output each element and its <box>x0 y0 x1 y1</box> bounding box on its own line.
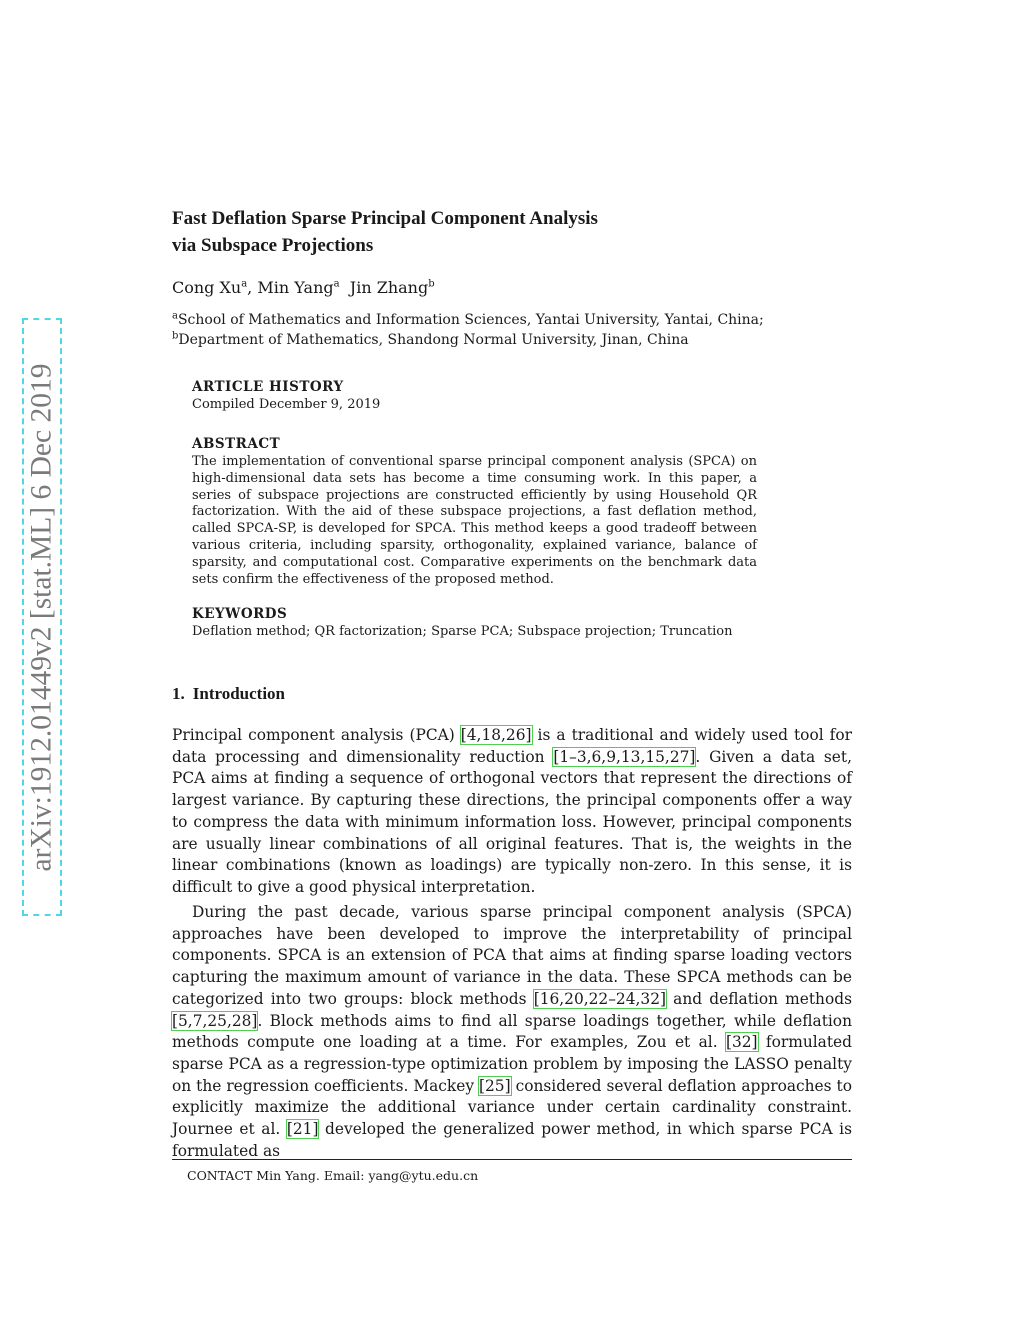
keywords-heading: KEYWORDS <box>192 606 288 622</box>
citation-link[interactable]: [1–3,6,9,13,15,27] <box>553 747 696 766</box>
title-line-2: via Subspace Projections <box>172 235 374 256</box>
abstract-text: The implementation of conventional sparse principal component analysis (SPCA) on high-dimensional data sets has become a time consuming work. In this paper, a series of subspace projections are constructed efficiently by using Household QR factorization. With the aid of these subspace projections, a fast deflation method, called SPCA-SP, is developed for SPCA. This method keeps a good tradeoff between various criteria, including sparsity, orthogonality, explained variance, balance of sparsity, and computational cost. Comparative experiments on the benchmark data sets confirm the effectiveness of the proposed method. <box>192 454 757 587</box>
article-history-heading: ARTICLE HISTORY <box>192 379 344 395</box>
affiliation-line: $^b$Department of Mathematics, Shandong Normal University, Jinan, China <box>172 330 689 348</box>
compiled-date: Compiled December 9, 2019 <box>192 397 381 412</box>
arxiv-identifier-stamp <box>22 318 62 916</box>
citation-link[interactable]: [5,7,25,28] <box>172 1011 258 1030</box>
author-affiliation-mark: b <box>428 278 435 290</box>
section-title-text: Introduction <box>192 684 286 703</box>
affiliation-line: $^a$School of Mathematics and Information Sciences, Yantai University, Yantai, China; <box>172 310 764 328</box>
author-name: Min Yang <box>257 278 334 297</box>
section-number: 1. <box>172 684 185 703</box>
keywords-text: Deflation method; QR factorization; Sparse PCA; Subspace projection; Truncation <box>192 624 733 639</box>
keywords <box>192 605 757 641</box>
paper-title <box>172 205 772 259</box>
author-name: Jin Zhang <box>349 278 429 297</box>
contact-footnote: CONTACT Min Yang. Email: yang@ytu.edu.cn <box>187 1168 479 1183</box>
intro-paragraph-1: Principal component analysis (PCA) [4,18,26] is a traditional and widely used tool for data processing and dimensionality reduction [1–3,6,9,13,15,27]. Given a data set, PCA aims at finding a sequence of orthogonal vectors that represent the directions of largest variance. By capturing these directions, the principal components offer a way to compress the data with minimum information loss. However, principal components are usually linear combinations of all original features. That is, the weights in the linear combinations (known as loadings) are typically non-zero. In this sense, it is difficult to give a good physical interpretation. <box>172 726 852 896</box>
citation-link[interactable]: [25] <box>479 1076 511 1095</box>
author-affiliation-mark: a <box>241 278 248 290</box>
author-list: Cong Xu$^a$, Min Yang$^a$ Jin Zhang$^b$ <box>172 278 435 297</box>
citation-link[interactable]: [16,20,22–24,32] <box>533 989 666 1008</box>
footnote-rule <box>172 1159 852 1160</box>
arxiv-id-text: arXiv:1912.01449v2 [stat.ML] 6 Dec 2019 <box>25 363 58 871</box>
title-line-1: Fast Deflation Sparse Principal Component Analysis <box>172 208 598 229</box>
section-heading <box>172 684 285 704</box>
intro-paragraph-2: During the past decade, various sparse principal component analysis (SPCA) approaches have been developed to improve the interpretability of principal components. SPCA is an extension of PCA that aims at finding sparse loading vectors capturing the maximum amount of variance in the data. These SPCA methods can be categorized into two groups: block methods [16,20,22–24,32] and deflation methods [5,7,25,28]. Block methods aims to find all sparse loadings together, while deflation methods compute one loading at a time. For examples, Zou et al. [32] formulated sparse PCA as a regression-type optimization problem by imposing the LASSO penalty on the regression coefficients. Mackey [25] considered several deflation approaches to explicitly maximize the additional variance under certain cardinality constraint. Journee et al. [21] developed the generalized power method, in which sparse PCA is formulated as <box>172 903 852 1160</box>
author-name: Cong Xu <box>172 278 242 297</box>
citation-link[interactable]: [21] <box>286 1120 319 1139</box>
author-affiliation-mark: a <box>333 278 340 290</box>
citation-link[interactable]: [4,18,26] <box>460 726 532 744</box>
citation-link[interactable]: [32] <box>725 1033 758 1052</box>
abstract <box>192 435 757 588</box>
article-history <box>192 378 757 414</box>
abstract-heading: ABSTRACT <box>192 436 281 452</box>
affiliations <box>172 310 852 350</box>
